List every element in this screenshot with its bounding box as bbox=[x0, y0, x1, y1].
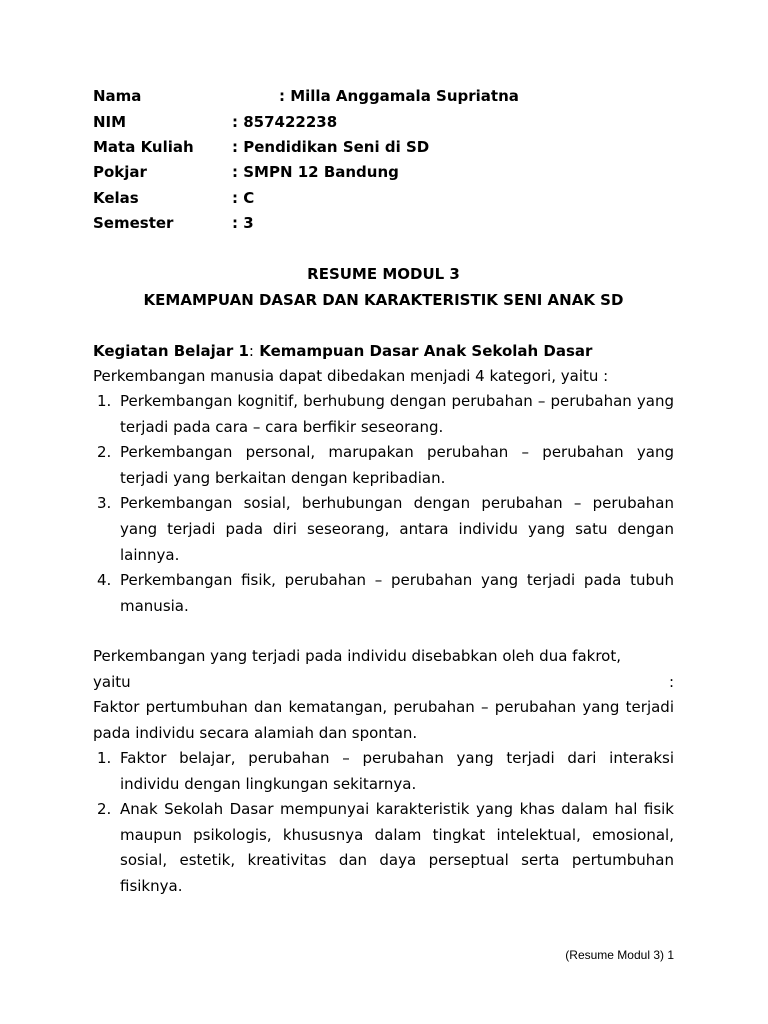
heading-separator: : bbox=[248, 342, 254, 360]
info-value: : 3 bbox=[232, 214, 254, 232]
section-intro: Perkembangan manusia dapat dibedakan menjadi 4 kategori, yaitu : bbox=[93, 367, 609, 385]
heading-prefix: Kegiatan Belajar 1 bbox=[93, 342, 249, 360]
info-label: Semester bbox=[93, 214, 174, 232]
list-item-text: Anak Sekolah Dasar mempunyai karakteristik yang khas dalam hal fisik maupun psikologis, khususnya dalam tingkat intelektual, emosional, sosial, estetik, kreativitas dan daya perseptual serta pertumbuhan fisiknya. bbox=[120, 800, 674, 895]
text-colon: : bbox=[668, 673, 674, 691]
section-heading bbox=[93, 341, 592, 361]
info-label: Pokjar bbox=[93, 163, 147, 181]
list-item-text: Perkembangan kognitif, berhubung dengan perubahan – perubahan yang terjadi pada cara – cara berfikir seseorang. bbox=[120, 392, 674, 436]
info-value: : C bbox=[232, 189, 255, 207]
info-label: NIM bbox=[93, 113, 127, 131]
list-number: 1. bbox=[97, 749, 112, 767]
info-value: : Milla Anggamala Supriatna bbox=[279, 87, 519, 105]
info-label: Kelas bbox=[93, 189, 139, 207]
list-number: 2. bbox=[97, 800, 112, 819]
list-item-text: Faktor belajar, perubahan – perubahan yang terjadi dari interaksi individu dengan lingkungan sekitarnya. bbox=[120, 749, 674, 793]
list-item bbox=[93, 797, 674, 899]
info-label: Mata Kuliah bbox=[93, 138, 194, 156]
list-item bbox=[93, 491, 674, 568]
list-number: 2. bbox=[97, 443, 112, 462]
paragraph-factors-intro-line2 bbox=[93, 670, 674, 696]
text-yaitu: yaitu bbox=[93, 673, 131, 691]
list-item bbox=[93, 389, 674, 440]
list-item-text: Perkembangan personal, marupakan perubahan – perubahan yang terjadi yang berkaitan dengan kepribadian. bbox=[120, 443, 674, 487]
development-categories-list bbox=[93, 389, 674, 619]
list-item bbox=[93, 440, 674, 491]
list-number: 1. bbox=[97, 392, 112, 410]
document-title: RESUME MODUL 3 bbox=[307, 265, 460, 283]
list-item bbox=[93, 568, 674, 619]
info-value: : SMPN 12 Bandung bbox=[232, 163, 399, 181]
heading-title: Kemampuan Dasar Anak Sekolah Dasar bbox=[253, 342, 593, 360]
info-value: : 857422238 bbox=[232, 113, 338, 131]
factors-list bbox=[93, 746, 674, 900]
paragraph-factors-intro: Perkembangan yang terjadi pada individu disebabkan oleh dua fakrot, bbox=[93, 647, 621, 665]
list-item bbox=[93, 746, 674, 797]
list-number: 4. bbox=[97, 571, 112, 590]
list-item-text: Perkembangan fisik, perubahan – perubahan yang terjadi pada tubuh manusia. bbox=[120, 571, 674, 615]
paragraph-growth-factor: Faktor pertumbuhan dan kematangan, perubahan – perubahan yang terjadi pada individu secara alamiah dan spontan. bbox=[93, 698, 674, 742]
document-subtitle: KEMAMPUAN DASAR DAN KARAKTERISTIK SENI ANAK SD bbox=[143, 291, 624, 309]
info-label: Nama bbox=[93, 87, 142, 105]
info-value: : Pendidikan Seni di SD bbox=[232, 138, 430, 156]
list-item-text: Perkembangan sosial, berhubungan dengan perubahan – perubahan yang terjadi pada diri seseorang, antara individu yang satu dengan lainnya. bbox=[120, 494, 674, 564]
page-footer: (Resume Modul 3) 1 bbox=[565, 948, 674, 962]
list-number: 3. bbox=[97, 494, 112, 513]
